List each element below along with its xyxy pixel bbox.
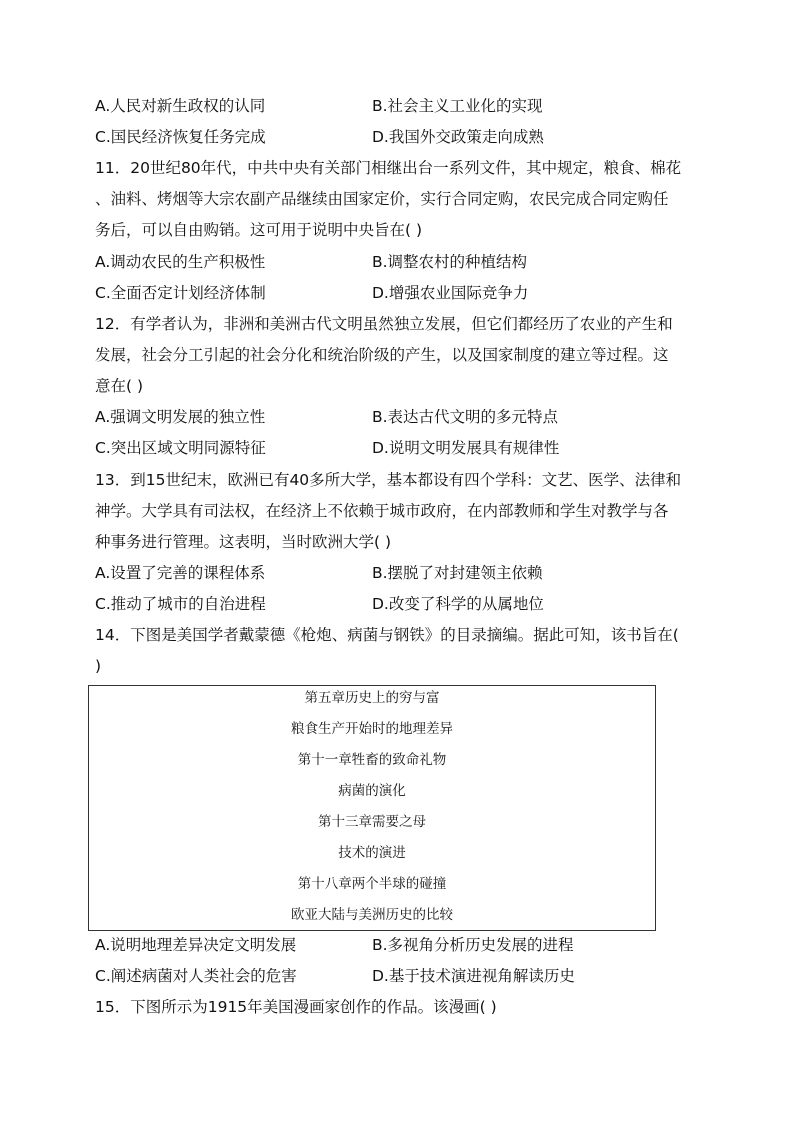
q13-options-row-2 bbox=[95, 594, 715, 614]
q13-option-d: D.改变了科学的从属地位 bbox=[372, 595, 544, 613]
q13-stem-line-1: 13．到15世纪末，欧洲已有40多所大学，基本都设有四个学科：文艺、医学、法律和 bbox=[95, 471, 682, 489]
q14-stem-line-1: 14．下图是美国学者戴蒙德《枪炮、病菌与钢铁》的目录摘编。据此可知，该书旨在( bbox=[95, 626, 679, 644]
toc-entry: 第十三章需要之母 bbox=[318, 814, 426, 830]
q12-option-d: D.说明文明发展具有规律性 bbox=[372, 439, 560, 457]
q11-option-a: A.调动农民的生产积极性 bbox=[95, 253, 266, 271]
q11-stem-line-3: 务后，可以自由购销。这可用于说明中央旨在( ) bbox=[95, 221, 423, 239]
q14-option-b: B.多视角分析历史发展的进程 bbox=[372, 936, 574, 954]
q15-stem-line-1: 15．下图所示为1915年美国漫画家创作的作品。该漫画( ) bbox=[95, 998, 497, 1016]
q13-options-row-1 bbox=[95, 563, 715, 583]
q10-option-d: D.我国外交政策走向成熟 bbox=[372, 128, 544, 146]
q12-option-a: A.强调文明发展的独立性 bbox=[95, 408, 266, 426]
q11-option-b: B.调整农村的种植结构 bbox=[372, 253, 528, 271]
q14-option-a: A.说明地理差异决定文明发展 bbox=[95, 936, 297, 954]
q14-toc-box bbox=[88, 685, 656, 931]
q10-options-row-1 bbox=[95, 96, 715, 116]
q12-options-row-2 bbox=[95, 438, 715, 458]
q12-stem-line-2: 发展，社会分工引起的社会分化和统治阶级的产生，以及国家制度的建立等过程。这 bbox=[95, 346, 669, 364]
q11-stem-line-1: 11．20世纪80年代，中共中央有关部门相继出台一系列文件，其中规定，粮食、棉花 bbox=[95, 159, 682, 177]
q12-options-row-1 bbox=[95, 407, 715, 427]
q10-option-b: B.社会主义工业化的实现 bbox=[372, 97, 543, 115]
q12-stem-line-1: 12．有学者认为，非洲和美洲古代文明虽然独立发展，但它们都经历了农业的产生和 bbox=[95, 315, 673, 333]
q13-option-c: C.推动了城市的自治进程 bbox=[95, 595, 266, 613]
q12-option-b: B.表达古代文明的多元特点 bbox=[372, 408, 559, 426]
q13-stem-line-2: 神学。大学具有司法权，在经济上不依赖于城市政府，在内部教师和学生对教学与各 bbox=[95, 502, 669, 520]
q11-options-row-1 bbox=[95, 252, 715, 272]
q11-option-c: C.全面否定计划经济体制 bbox=[95, 284, 266, 302]
q13-option-b: B.摆脱了对封建领主依赖 bbox=[372, 564, 543, 582]
q14-stem-line-2: ) bbox=[95, 657, 102, 675]
q12-stem-line-3: 意在( ) bbox=[95, 377, 144, 395]
q10-option-a: A.人民对新生政权的认同 bbox=[95, 97, 266, 115]
q12-option-c: C.突出区域文明同源特征 bbox=[95, 439, 266, 457]
toc-entry: 技术的演进 bbox=[338, 845, 406, 861]
q13-option-a: A.设置了完善的课程体系 bbox=[95, 564, 266, 582]
q13-stem-line-3: 种事务进行管理。这表明，当时欧洲大学( ) bbox=[95, 533, 392, 551]
q10-option-c: C.国民经济恢复任务完成 bbox=[95, 128, 266, 146]
toc-entry: 第十一章牲畜的致命礼物 bbox=[297, 752, 447, 768]
toc-entry: 欧亚大陆与美洲历史的比较 bbox=[291, 907, 453, 923]
q14-option-c: C.阐述病菌对人类社会的危害 bbox=[95, 967, 297, 985]
toc-entry: 粮食生产开始时的地理差异 bbox=[291, 721, 453, 737]
q11-options-row-2 bbox=[95, 283, 715, 303]
toc-entry: 第十八章两个半球的碰撞 bbox=[297, 876, 447, 892]
toc-entry: 病菌的演化 bbox=[338, 783, 406, 799]
toc-entry: 第五章历史上的穷与富 bbox=[304, 690, 440, 706]
q11-stem-line-2: 、油料、烤烟等大宗农副产品继续由国家定价，实行合同定购，农民完成合同定购任 bbox=[95, 190, 669, 208]
q14-option-d: D.基于技术演进视角解读历史 bbox=[372, 967, 575, 985]
q14-options-row-1 bbox=[95, 935, 715, 955]
q11-option-d: D.增强农业国际竞争力 bbox=[372, 284, 529, 302]
q14-options-row-2 bbox=[95, 966, 715, 986]
q10-options-row-2 bbox=[95, 127, 715, 147]
